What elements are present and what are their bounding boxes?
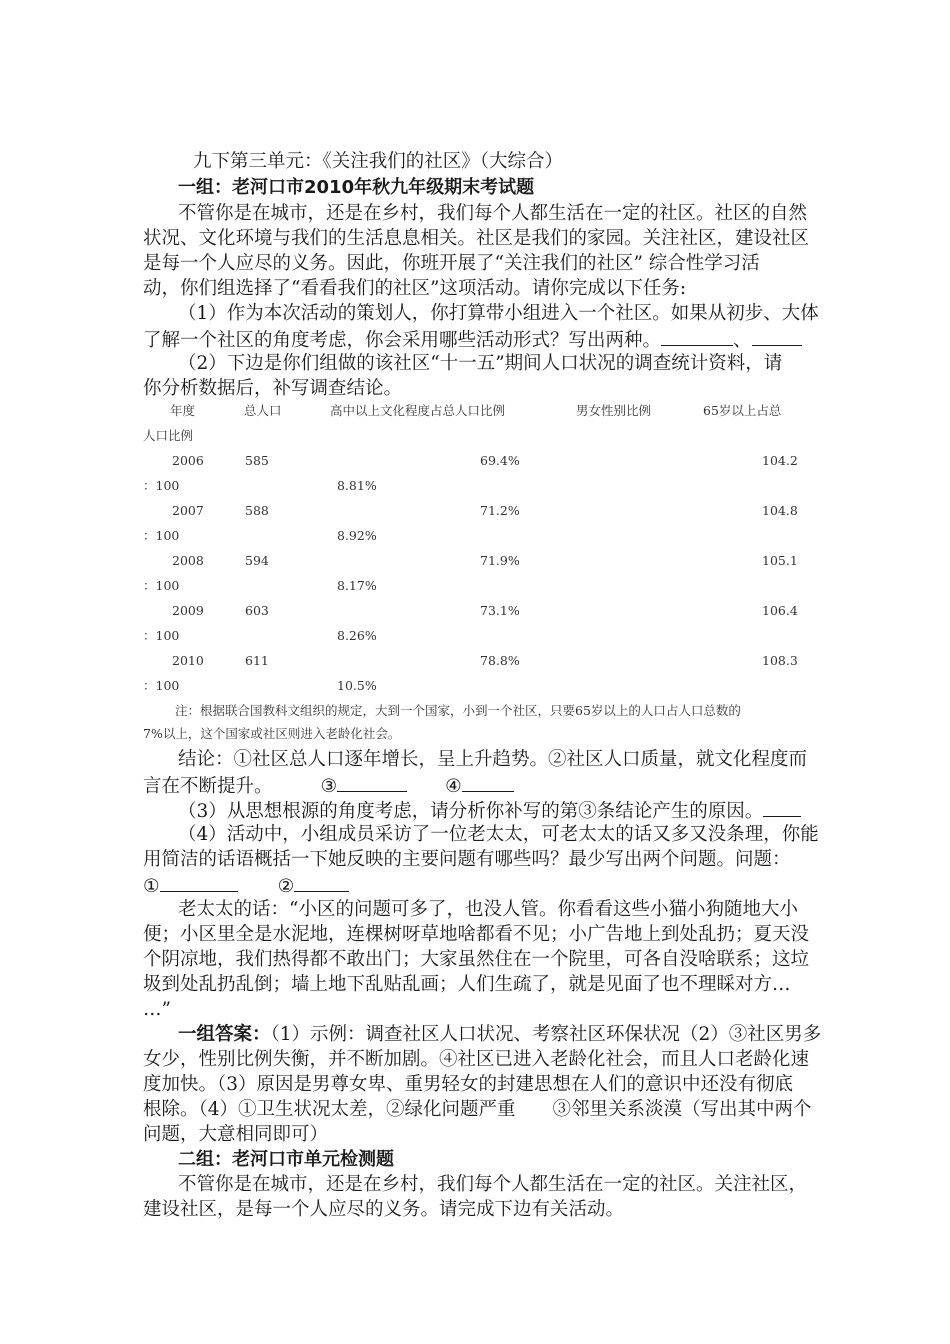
table-cell-edu: 71.9% bbox=[480, 553, 520, 568]
group1-heading: 一组：老河口市2010年秋九年级期末考试题 bbox=[178, 177, 535, 198]
table-cell-ratio-tail: ：100 bbox=[143, 528, 180, 543]
table-cell-elder: 10.5% bbox=[337, 678, 377, 693]
table-cell-edu: 69.4% bbox=[480, 453, 520, 468]
doc-title: 九下第三单元：《关注我们的社区》（大综合） bbox=[193, 151, 564, 172]
q4-line-2: 用简洁的话语概括一下她反映的主要问题有哪些吗？最少写出两个问题。问题： bbox=[143, 849, 791, 870]
speech-line-1: 老太太的话：“小区的问题可多了，也没人管。你看看这些小猫小狗随地大小 bbox=[178, 899, 798, 920]
table-cell-elder: 8.26% bbox=[337, 628, 377, 643]
table-cell-year: 2006 bbox=[172, 453, 204, 468]
table-header-edu: 高中以上文化程度占总人口比例 bbox=[330, 403, 506, 418]
answer-blank[interactable] bbox=[462, 773, 514, 792]
answer-blank[interactable] bbox=[337, 773, 407, 792]
table-cell-edu: 78.8% bbox=[480, 653, 520, 668]
q4-line-1: （4）活动中，小组成员采访了一位老太太，可老太太的话又多又没条理，你能 bbox=[178, 824, 819, 845]
speech-line-2: 便；小区里全是水泥地，连棵树呀草地啥都看不见；小广告地上到处乱扔；夏天没 bbox=[143, 924, 810, 945]
table-header-pop: 总人口 bbox=[244, 403, 282, 418]
table-cell-pop: 611 bbox=[245, 653, 269, 668]
table-cell-edu: 71.2% bbox=[480, 503, 520, 518]
group2-intro-line-2: 建设社区，是每一个人应尽的义务。请完成下边有关活动。 bbox=[143, 1199, 625, 1220]
table-cell-year: 2008 bbox=[172, 553, 204, 568]
answer-blank[interactable] bbox=[763, 798, 801, 817]
answer-line-3: 度加快。（3）原因是男尊女卑、重男轻女的封建思想在人们的意识中还没有彻底 bbox=[143, 1074, 794, 1095]
table-cell-elder: 8.81% bbox=[337, 478, 377, 493]
answer-blank[interactable] bbox=[160, 873, 238, 892]
answer-blank[interactable] bbox=[752, 327, 802, 346]
speech-line-4: 圾到处乱扔乱倒；墙上地下乱贴乱画；人们生疏了，就是见面了也不理睬对方… bbox=[143, 974, 791, 995]
q2-line-1: （2）下边是你们组做的该社区“十一五”期间人口状况的调查统计资料，请 bbox=[178, 353, 783, 374]
q2-line-2: 你分析数据后，补写调查结论。 bbox=[143, 378, 403, 399]
q3-line bbox=[178, 798, 801, 824]
table-cell-pop: 603 bbox=[245, 603, 269, 618]
conclusion-mark-3: ③ bbox=[320, 776, 338, 797]
answer-line-2: 女少，性别比例失衡，并不断加剧。④社区已进入老龄化社会，而且人口老龄化速 bbox=[143, 1049, 810, 1070]
q1-line-1: （1）作为本次活动的策划人，你打算带小组进入一个社区。如果从初步、大体 bbox=[178, 303, 819, 324]
table-header-ratio: 男女性别比例 bbox=[576, 403, 652, 418]
intro-line-2: 状况、文化环境与我们的生活息息相关。社区是我们的家园。关注社区，建设社区 bbox=[143, 228, 810, 249]
table-header-year: 年度 bbox=[170, 403, 196, 418]
group2-intro-line-1: 不管你是在城市，还是在乡村，我们每个人都生活在一定的社区。关注社区， bbox=[178, 1174, 808, 1195]
answer-text: （1）示例：调查社区人口状况、考察社区环保状况（2）③社区男多 bbox=[270, 1024, 822, 1045]
table-cell-year: 2009 bbox=[172, 603, 204, 618]
answer-line-4: 根除。（4）①卫生状况太差，②绿化问题严重 ③邻里关系淡漠（写出其中两个 bbox=[143, 1099, 812, 1120]
conclusion-text: 言在不断提升。 bbox=[143, 776, 273, 797]
table-cell-pop: 585 bbox=[245, 453, 269, 468]
speech-line-5: …” bbox=[143, 999, 171, 1020]
table-cell-ratio: 108.3 bbox=[762, 653, 798, 668]
table-header-elder-cont: 人口比例 bbox=[143, 428, 194, 443]
conclusion-line-1: 结论：①社区总人口逐年增长，呈上升趋势。②社区人口质量，就文化程度而 bbox=[178, 749, 808, 770]
q4-mark-1: ① bbox=[143, 876, 160, 897]
table-cell-ratio: 104.2 bbox=[762, 453, 798, 468]
table-cell-ratio: 105.1 bbox=[762, 553, 798, 568]
intro-line-1: 不管你是在城市，还是在乡村，我们每个人都生活在一定的社区。社区的自然 bbox=[178, 203, 808, 224]
table-cell-ratio-tail: ：100 bbox=[143, 478, 180, 493]
speech-line-3: 个阴凉地，我们热得都不敢出门；大家虽然住在一个院里，可各自没啥联系；这垃 bbox=[143, 949, 810, 970]
q3-text: （3）从思想根源的角度考虑，请分析你补写的第③条结论产生的原因。 bbox=[178, 801, 764, 822]
table-cell-ratio: 106.4 bbox=[762, 603, 798, 618]
table-cell-elder: 8.92% bbox=[337, 528, 377, 543]
answer-line-1 bbox=[178, 1023, 821, 1047]
table-cell-year: 2010 bbox=[172, 653, 204, 668]
conclusion-line-2 bbox=[143, 773, 514, 799]
table-cell-elder: 8.17% bbox=[337, 578, 377, 593]
answer-blank[interactable] bbox=[661, 327, 733, 346]
intro-line-4: 动，你们组选择了“看看我们的社区”这项活动。请你完成以下任务: bbox=[143, 278, 687, 299]
table-cell-ratio-tail: ：100 bbox=[143, 628, 180, 643]
q1-line-2 bbox=[143, 327, 802, 353]
table-cell-ratio-tail: ：100 bbox=[143, 678, 180, 693]
table-cell-edu: 73.1% bbox=[480, 603, 520, 618]
intro-line-3: 是每一个人应尽的义务。因此，你班开展了“关注我们的社区” 综合性学习活 bbox=[143, 253, 760, 274]
table-cell-pop: 588 bbox=[245, 503, 269, 518]
q1-sep: 、 bbox=[733, 330, 752, 351]
conclusion-mark-4: ④ bbox=[445, 776, 462, 797]
table-header-elder: 65岁以上占总 bbox=[703, 403, 782, 418]
table-cell-ratio-tail: ：100 bbox=[143, 578, 180, 593]
answer-line-5: 问题，大意相同即可） bbox=[143, 1124, 329, 1145]
table-note-line-1: 注：根据联合国教科文组织的规定，大到一个国家，小到一个社区，只要65岁以上的人口占人口总数的 bbox=[175, 703, 741, 718]
q4-line-3 bbox=[143, 873, 349, 899]
table-cell-pop: 594 bbox=[245, 553, 269, 568]
group2-heading: 二组：老河口市单元检测题 bbox=[178, 1149, 394, 1170]
table-cell-ratio: 104.8 bbox=[762, 503, 798, 518]
table-cell-year: 2007 bbox=[172, 503, 204, 518]
table-note-line-2: 7%以上，这个国家或社区则进入老龄化社会。 bbox=[143, 726, 401, 741]
q4-mark-2: ② bbox=[277, 876, 295, 897]
answer-blank[interactable] bbox=[294, 873, 349, 892]
q1-text: 了解一个社区的角度考虑，你会采用哪些活动形式？写出两种。 bbox=[143, 330, 662, 351]
answer-label: 一组答案： bbox=[178, 1024, 271, 1045]
